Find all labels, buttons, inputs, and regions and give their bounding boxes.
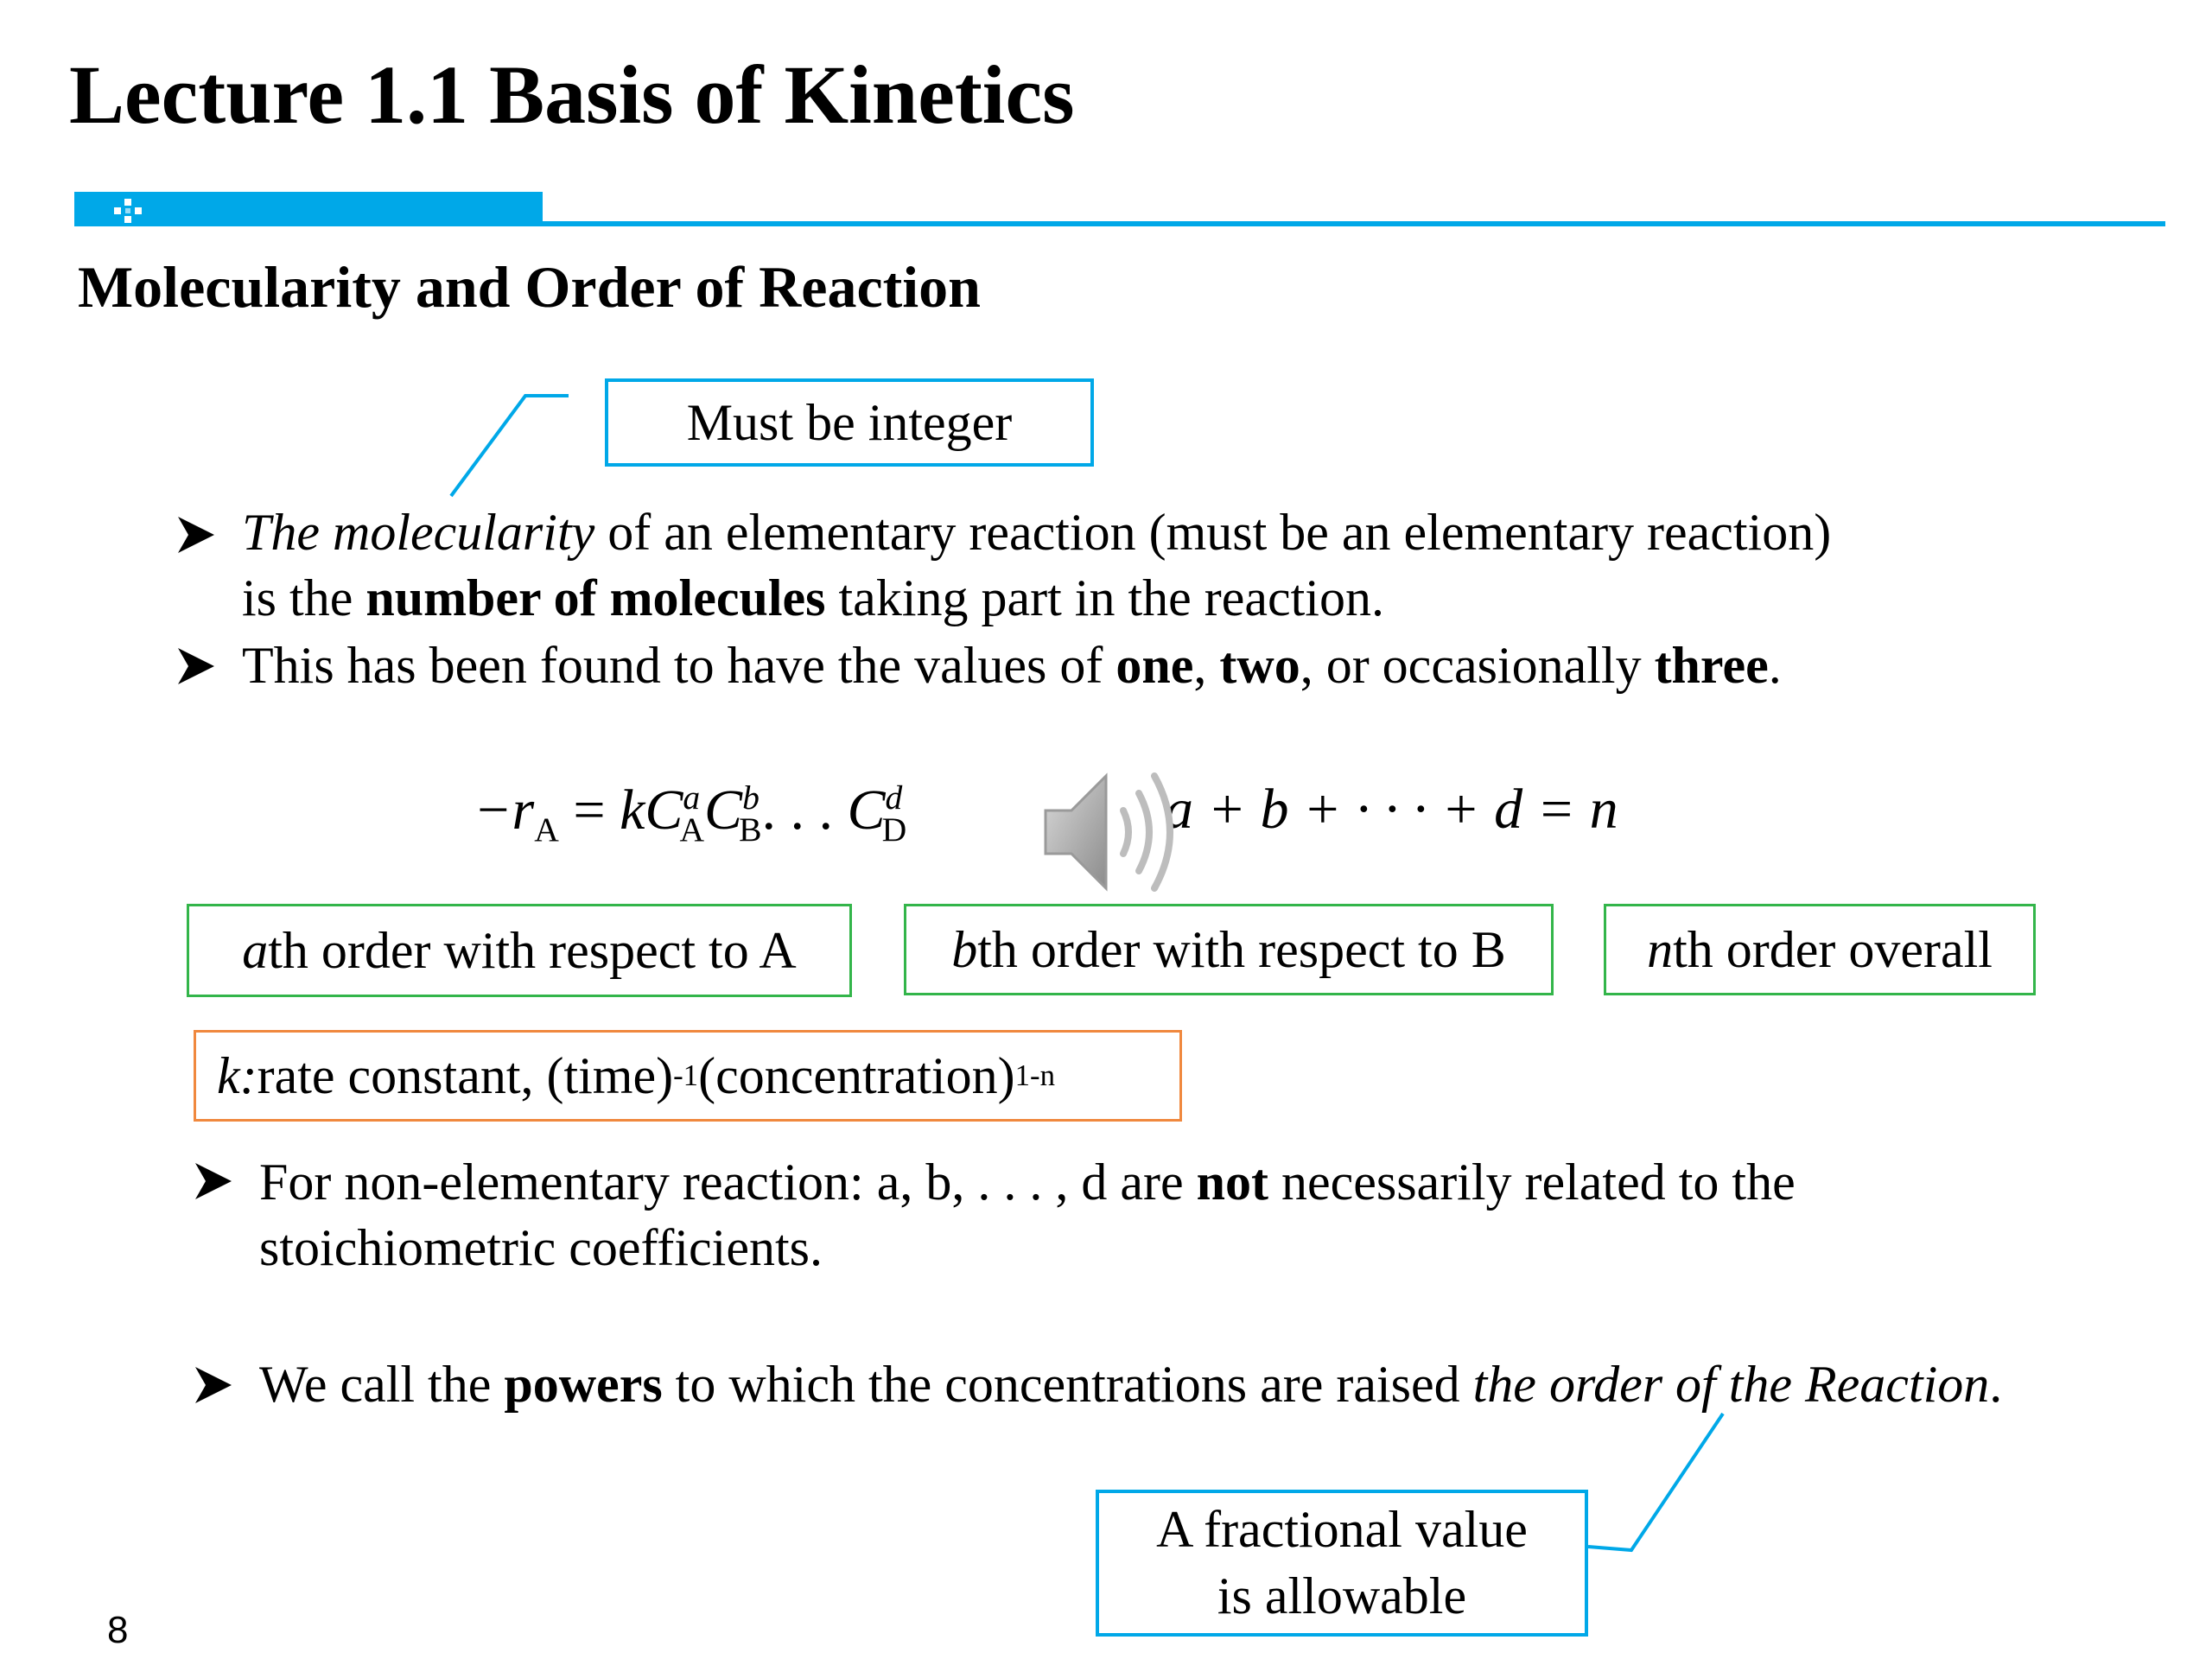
a-order-box: a th order with respect to A [187, 904, 852, 997]
n-order-box: n th order overall [1604, 904, 2036, 995]
integer-callout-text: Must be integer [686, 393, 1013, 451]
bullet-molecularity-line2: is the number of molecules taking part in the reaction. [242, 569, 1384, 626]
fractional-callout-line2: is allowable [1217, 1567, 1467, 1624]
bullet-arrow-icon [176, 646, 216, 686]
bullet-molecularity-line1: The molecularity of an elementary reaction (must be an elementary reaction) [242, 504, 1832, 561]
bullet-non-elementary-line2: stoichiometric coefficients. [259, 1219, 823, 1276]
bullet-arrow-icon [194, 1365, 233, 1405]
bullet-order-of-reaction: We call the powers to which the concentrations are raised the order of the Reaction. [259, 1356, 2003, 1413]
order-sum-formula: a + b + · · · + d = n [1165, 778, 1618, 841]
bullet-non-elementary-line1: For non-elementary reaction: a, b, . . . , d are not necessarily related to the [259, 1154, 1796, 1211]
speaker-icon[interactable] [1037, 759, 1192, 906]
b-order-box: b th order with respect to B [904, 904, 1554, 995]
integer-callout [605, 378, 1094, 467]
page-number: 8 [107, 1609, 129, 1651]
bullet-arrow-icon [194, 1161, 233, 1201]
fractional-callout-line1: A fractional value [1156, 1501, 1528, 1559]
rate-law-formula: $-r_A = kC^a_AC^b_B$. . . $C^d_D$ [474, 779, 907, 849]
slide-title: Lecture 1.1 Basis of Kinetics [69, 48, 1075, 141]
bullet-arrow-icon [176, 515, 216, 555]
slide-subtitle: Molecularity and Order of Reaction [78, 254, 982, 320]
bullet-values: This has been found to have the values of one, two, or occasionally three. [242, 637, 1782, 694]
fractional-callout [1096, 1490, 1588, 1637]
rate-constant-box: k: rate constant, (time) -1 (concentration) 1-n [194, 1030, 1182, 1122]
